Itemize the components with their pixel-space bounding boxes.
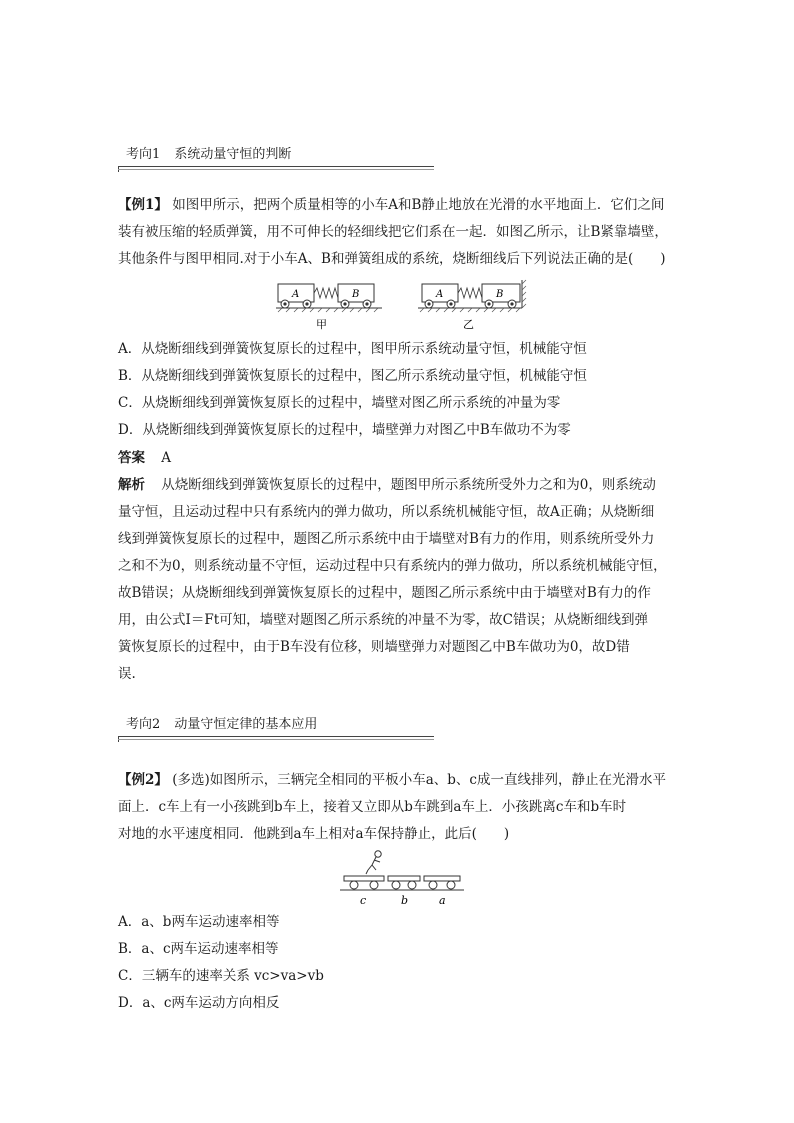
example1-stem-line1: 【例1】 如图甲所示，把两个质量相等的小车A和B静止地放在光滑的水平地面上．它们之间: [118, 197, 665, 213]
example1-stem-line2: 装有被压缩的轻质弹簧，用不可伸长的轻细线把它们系在一起．如图乙所示，让B紧靠墙壁，: [118, 224, 668, 240]
label-b: b: [401, 894, 409, 907]
figure-jia: [276, 284, 382, 331]
example-tag: 【例2】: [118, 772, 168, 788]
header-rule-thin: [118, 169, 434, 170]
spring-right: [458, 288, 485, 298]
example2-stem-line3: 对地的水平速度相同．他跳到a车上相对a车保持静止，此后( ): [118, 826, 510, 842]
cart-b-label-right: B: [496, 289, 504, 300]
analysis-label: 解析: [118, 477, 145, 493]
carts-spring-figure: [270, 278, 530, 334]
option-d: D．a、c两车运动方向相反: [118, 995, 280, 1011]
header-rule: [118, 166, 434, 167]
caption-yi: 乙: [463, 318, 474, 331]
answer-line: [118, 448, 171, 468]
header-rule-thin: [118, 739, 434, 740]
option-c: C．从烧断细线到弹簧恢复原长的过程中，墙壁对图乙所示系统的冲量为零: [118, 395, 561, 411]
analysis-line-6: 用，由公式I＝Ft可知，墙壁对题图乙所示系统的冲量不为零，故C错误；从烧断细线到弹: [118, 612, 648, 628]
option-b: B．从烧断细线到弹簧恢复原长的过程中，图乙所示系统动量守恒，机械能守恒: [118, 368, 587, 384]
option-b: B．a、c两车运动速率相等: [118, 941, 279, 957]
example-tag: 【例1】: [118, 197, 168, 213]
example2-stem-line2: 面上．c车上有一小孩跳到b车上，接着又立即从b车跳到a车上．小孩跳离c车和b车时: [118, 799, 627, 815]
example1-stem-line3: 其他条件与图甲相同.对于小车A、B和弹簧组成的系统，烧断细线后下列说法正确的是( ): [118, 251, 666, 267]
analysis-line-2: 量守恒，且运动过程中只有系统内的弹力做功，所以系统机械能守恒，故A正确；从烧断细: [118, 504, 655, 520]
figure-yi: [418, 280, 526, 331]
section-header-2: [118, 716, 434, 738]
section-label: 考向2: [126, 717, 161, 732]
section-label: 考向1: [126, 147, 161, 162]
analysis-line-7: 簧恢复原长的过程中，由于B车没有位移，则墙壁弹力对题图乙中B车做功为0，故D错: [118, 639, 630, 655]
section-title: 动量守恒定律的基本应用: [174, 717, 318, 732]
answer-label: 答案: [118, 450, 145, 466]
option-c: C．三辆车的速率关系 vc>va>vb: [118, 968, 324, 984]
answer-value: A: [161, 450, 172, 466]
option-a: A．从烧断细线到弹簧恢复原长的过程中，图甲所示系统动量守恒，机械能守恒: [118, 341, 587, 357]
header-rule: [118, 736, 434, 737]
spring-left: [314, 288, 341, 298]
cart-a-label: A: [292, 289, 300, 300]
analysis-line-8: 误.: [118, 666, 136, 682]
cart-b-label: B: [352, 289, 360, 300]
cart-a: [424, 876, 460, 889]
analysis-line-4: 之和不为0，则系统动量不守恒，运动过程中只有系统内的弹力做功，所以系统机械能守恒，: [118, 558, 667, 574]
three-carts-figure: [338, 848, 466, 908]
section-title: 系统动量守恒的判断: [174, 147, 292, 162]
section-header-1: [118, 146, 434, 168]
option-a: A．a、b两车运动速率相等: [118, 914, 280, 930]
cart-a-label-right: A: [436, 289, 444, 300]
caption-jia: 甲: [316, 318, 327, 331]
child-figure: [366, 851, 381, 874]
label-c: c: [360, 894, 367, 907]
analysis-line-1: 解析 从烧断细线到弹簧恢复原长的过程中，题图甲所示系统所受外力之和为0，则系统动: [118, 477, 656, 493]
analysis-line-3: 线到弹簧恢复原长的过程中，题图乙所示系统中由于墙壁对B有力的作用，则系统所受外力: [118, 531, 655, 547]
cart-c: [344, 876, 384, 889]
example2-stem-line1: 【例2】 (多选)如图所示，三辆完全相同的平板小车a、b、c成一直线排列，静止在光滑水平: [118, 772, 666, 788]
label-a: a: [439, 894, 446, 907]
cart-b: [388, 876, 420, 889]
analysis-line-5: 故B错误；从烧断细线到弹簧恢复原长的过程中，题图乙所示系统中由于墙壁对B有力的作: [118, 585, 651, 601]
option-d: D．从烧断细线到弹簧恢复原长的过程中，墙壁弹力对图乙中B车做功不为零: [118, 422, 571, 438]
